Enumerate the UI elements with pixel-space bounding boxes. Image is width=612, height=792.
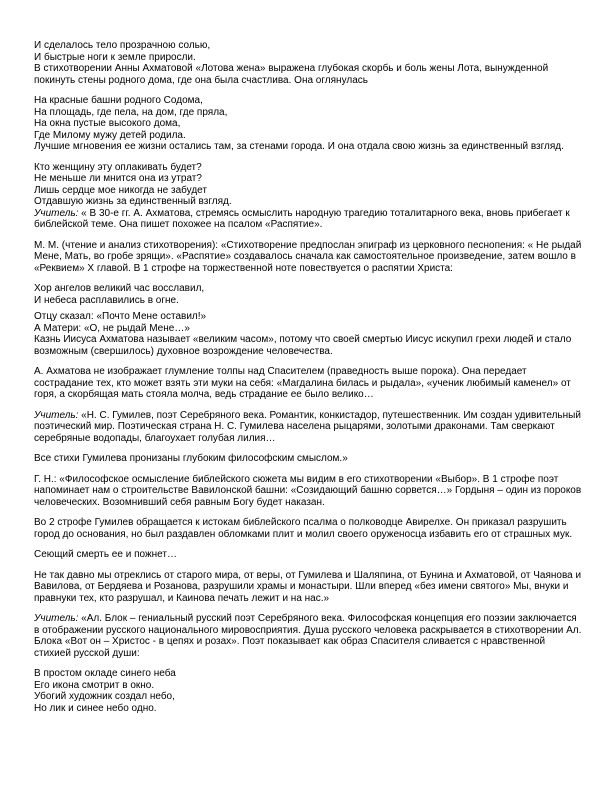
poem-blue-sky-stanza [34,668,582,714]
paragraph-great-hour: Казнь Иисуса Ахматова называет «великим часом», потому что своей смертью Иисус искупил грехи людей и стало возможным (свершилось) духовное возрождение человечества. [34,334,572,357]
paragraph-teacher-blok [34,613,582,659]
paragraph-second-stanza: Во 2 строфе Гумилев обращается к истокам библейского псалма о полководце Авирелхе. Он приказал разрушить город до основания, но был раздавлен обломками плит и молил своего оруженосца избавить его от страшных мук. [34,517,573,540]
poem-line: В простом окладе синего неба [34,668,176,679]
poem-line: На красные башни родного Содома, [34,95,203,106]
paragraph-choice-analysis: Г. Н.: «Философское осмысление библейского сюжета мы видим в его стихотворении «Выбор». В 1 строфе поэт напоминает нам о строительстве Вавилонской башни: «Созидающий башню сорвется…» Гордыня – один из пороков человеческих. Возомнивший себя равным Богу будет наказан. [34,473,582,508]
speaker-label: Учитель: [34,409,79,421]
poem-line: Его икона смотрит в окно. [34,679,155,691]
poem-line: На окна пустые высокого дома, [34,118,181,129]
poem-line: Но лик и синее небо одно. [34,702,157,714]
paragraph-gumilev-philosophy: Все стихи Гумилева пронизаны глубоким философским смыслом.» [34,453,348,464]
paragraph-teacher-gumilev [34,410,582,445]
poem-lot-lines-1 [34,40,582,63]
poem-line: И сделалось тело прозрачною солью, [34,40,211,51]
speaker-label: Учитель: [34,207,79,219]
paragraph-teacher-akhmatova [34,208,582,231]
poem-father-mother [34,311,582,334]
poem-line: Лишь сердце мое никогда не забудет [34,184,207,196]
poem-line: Кто женщину эту оплакивать будет? [34,161,202,173]
paragraph-renounced-world: Не так давно мы отреклись от старого мира, от веры, от Гумилева и Шаляпина, от Бунина и Ахматовой, от Чаянова и Вавилова, от Бердяева и Розанова, разрушили храмы и монастыри. Шли вперед «без имени святого» Мы, внуки и правнуки тех, кто разрушал, и Каинова печать лежит и на нас.» [34,569,582,604]
paragraph-text: « В 30-е гг. А. Ахматова, стремясь осмыслить народную трагедию тоталитарного века, вновь прибегает к библейской теме. Она пишет похожее на псалом «Распятие». [34,207,570,230]
speaker-label: Учитель: [34,613,79,624]
poem-sodom-stanza [34,95,582,141]
poem-line: На площадь, где пела, на дом, где пряла, [34,106,228,118]
document-page [34,40,582,714]
paragraph-best-moments: Лучшие мгновения ее жизни остались там, за стенами города. И она отдала свою жизнь за единственный взгляд. [34,141,564,152]
paragraph-text: «Н. С. Гумилев, поэт Серебряного века. Романтик, конкистадор, путешественник. Им создан удивительный поэтический мир. Поэтическая страна Н. С. Гумилева населена рыцарями, золотыми драконами. Там сверкают серебряные водопады, благоухает голубая лилия… [34,409,581,444]
poem-line: Отцу сказал: «Почто Мене оставил!» [34,311,207,322]
paragraph-compassion: А. Ахматова не изображает глумление толпы над Спасителем (праведность выше порока). Она передает сострадание тех, кто может взять эти муки на себя: «Магдалина билась и рыдала», «ученик любимый каменел» от горя, а скорбящая мать стояла молча, ведь страдание ее было велико… [34,366,571,400]
poem-line: И небеса расплавились в огне. [34,294,179,306]
paragraph-crucifixion-analysis: М. М. (чтение и анализ стихотворения): «Стихотворение предпослан эпиграф из церковного песнопения: « Не рыдай Мене, Мать, во гробе зрящи». «Распятие» создавалось сначала как самостоятельное произведение, затем вошло в «Реквием» Х главой. В 1 строфе на торжественной ноте повествуется о распятии Христа: [34,239,582,274]
poem-mourn-stanza [34,162,582,208]
paragraph-lot-intro: В стихотворении Анны Ахматовой «Лотова жена» выражена глубокая скорбь и боль жены Лота, вынужденной покинуть стены родного дома, где она была счастлива. Она оглянулась [34,63,549,86]
poem-line: Убогий художник создал небо, [34,691,175,702]
poem-line: Где Милому мужу детей родила. [34,129,186,141]
poem-angels-stanza [34,283,582,306]
paragraph-sowing-death: Сеющий смерть ее и пожнет… [34,549,177,560]
poem-line: Отдавшую жизнь за единственный взгляд. [34,196,232,207]
poem-line: Не меньше ли мнится она из утрат? [34,173,202,184]
poem-line: Хор ангелов великий час восславил, [34,283,205,294]
poem-line: И быстрые ноги к земле приросли. [34,51,196,63]
paragraph-text: «Ал. Блок – гениальный русский поэт Серебряного века. Философская концепция его поэзии заключается в отображении русского национального мировосприятия. Душа русского человека раскрывается в стихотворении Ал. Блока «Вот он – Христос - в цепях и розах». Поэт показывает как образ Спасителя сливается с нравственной стихией русской души: [34,613,582,659]
poem-line: А Матери: «О, не рыдай Мене…» [34,322,190,334]
